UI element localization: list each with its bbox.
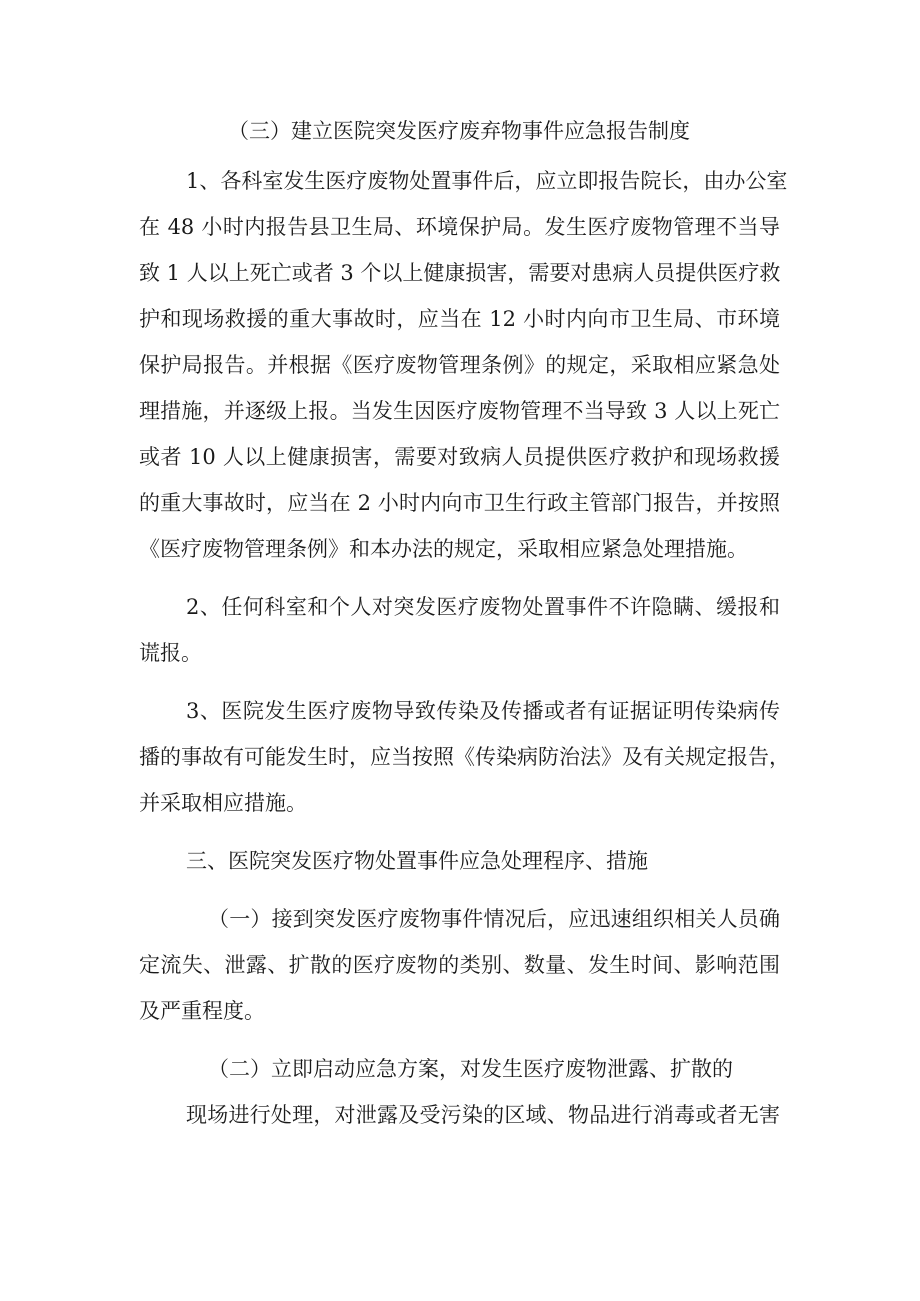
paragraph-1-line-5: 保护局报告。并根据《医疗废物管理条例》的规定，采取相应紧急处 [139, 353, 780, 377]
paragraph-1-line-3: 致 1 人以上死亡或者 3 个以上健康损害，需要对患病人员提供医疗救 [139, 261, 781, 285]
paragraph-1-line-4: 护和现场救援的重大事故时，应当在 12 小时内向市卫生局、市环境 [139, 307, 780, 331]
paragraph-3-line-3: 并采取相应措施。 [139, 791, 307, 815]
paragraph-3-line-2: 播的事故有可能发生时，应当按照《传染病防治法》及有关规定报告， [139, 745, 790, 769]
section-heading-report-system: （三）建立医院突发医疗废弃物事件应急报告制度 [228, 119, 690, 143]
paragraph-1-line-2: 在 48 小时内报告县卫生局、环境保护局。发生医疗废物管理不当导 [139, 215, 780, 239]
paragraph-1-line-7: 或者 10 人以上健康损害，需要对致病人员提供医疗救护和现场救援 [139, 445, 780, 469]
paragraph-1-line-8: 的重大事故时，应当在 2 小时内向市卫生行政主管部门报告，并按照 [139, 491, 780, 515]
paragraph-4-line-3: 及严重程度。 [139, 999, 265, 1023]
paragraph-2-line-1: 2、任何科室和个人对突发医疗废物处置事件不许隐瞒、缓报和 [186, 595, 780, 619]
paragraph-2-line-2: 谎报。 [139, 641, 202, 665]
paragraph-1-line-9: 《医疗废物管理条例》和本办法的规定，采取相应紧急处理措施。 [139, 537, 748, 561]
paragraph-3-line-1: 3、医院发生医疗废物导致传染及传播或者有证据证明传染病传 [186, 699, 780, 723]
paragraph-4-line-1: （一）接到突发医疗废物事件情况后，应迅速组织相关人员确 [208, 907, 780, 931]
paragraph-5-line-1: （二）立即启动应急方案，对发生医疗废物泄露、扩散的 [208, 1057, 733, 1081]
paragraph-1-line-6: 理措施，并逐级上报。当发生因医疗废物管理不当导致 3 人以上死亡 [139, 399, 780, 423]
paragraph-4-line-2: 定流失、泄露、扩散的医疗废物的类别、数量、发生时间、影响范围 [139, 953, 780, 977]
section-heading-procedures: 三、医院突发医疗物处置事件应急处理程序、措施 [186, 849, 648, 873]
paragraph-5-line-2: 现场进行处理，对泄露及受污染的区域、物品进行消毒或者无害 [186, 1103, 780, 1127]
paragraph-1-line-1: 1、各科室发生医疗废物处置事件后，应立即报告院长，由办公室 [186, 169, 788, 193]
